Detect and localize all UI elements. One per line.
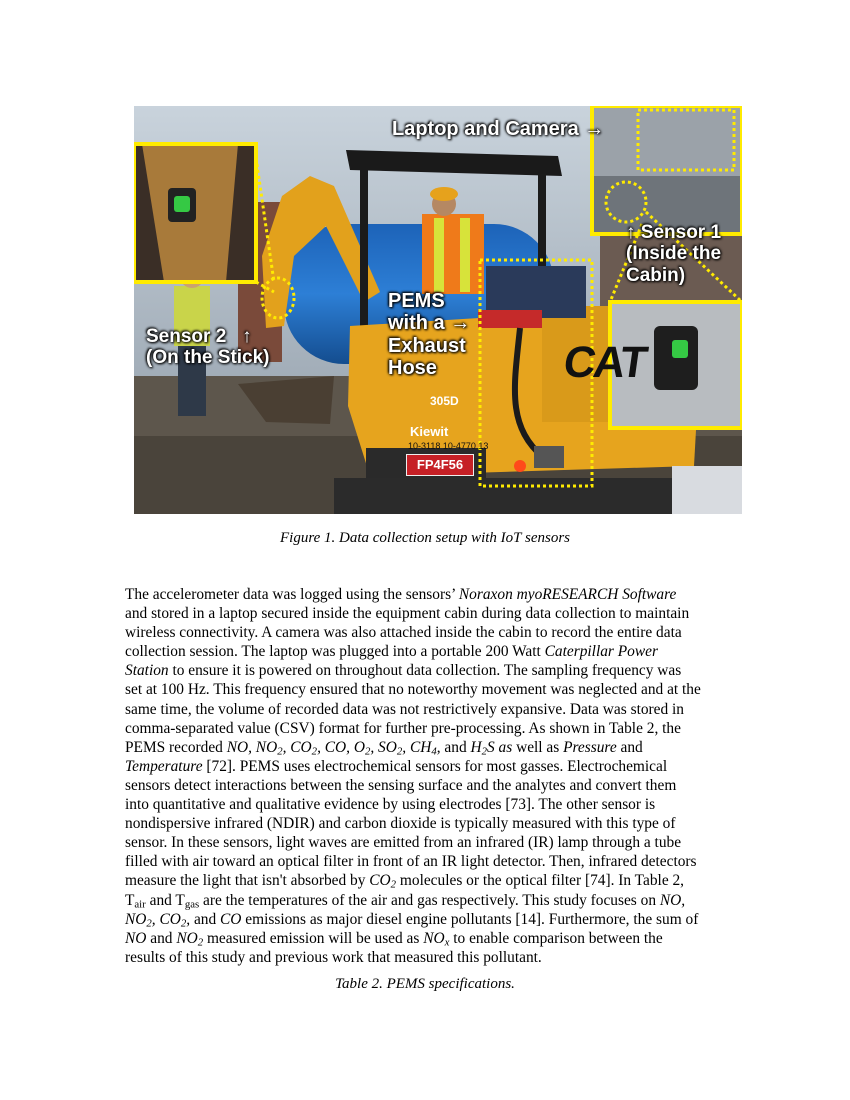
text-run: 2 xyxy=(180,917,187,930)
operator xyxy=(422,214,484,294)
label-sensor-2: Sensor 2 ↑ (On the Stick) xyxy=(146,326,270,369)
text-run: molecules or the optical filter [74]. In Table 2, xyxy=(396,872,685,890)
text-run: to enable comparison between the xyxy=(449,929,663,947)
table-caption: Table 2. PEMS specifications. xyxy=(335,976,515,992)
body-line xyxy=(125,757,759,776)
model-number: 305D xyxy=(430,394,459,408)
label-sensor-1: ↑ Sensor 1 (Inside the Cabin) xyxy=(626,222,722,286)
text-run: S as xyxy=(487,738,513,756)
text-run: NO xyxy=(125,910,147,928)
text-run: 2 xyxy=(481,745,487,758)
body-line xyxy=(125,719,759,738)
text-run: , CO, O xyxy=(317,738,365,756)
text-run: air xyxy=(134,898,146,911)
text-run: H xyxy=(470,738,482,756)
body-line xyxy=(125,604,759,623)
text-run: sensors detect interactions between the sensing surface and the analytes and convert them xyxy=(125,776,677,794)
text-run: CO xyxy=(220,910,242,928)
text-run: NO xyxy=(176,929,198,947)
unit-number: 10-3118 10-4770 13 xyxy=(408,441,489,451)
text-run: wireless connectivity. A camera was also attached inside the cabin to record the entire data xyxy=(125,624,682,642)
body-line xyxy=(125,623,759,642)
body-line xyxy=(125,833,759,852)
text-run: and xyxy=(616,738,643,756)
tracks xyxy=(334,478,714,514)
label-pems: PEMS with a → Exhaust Hose xyxy=(388,290,471,380)
body-line xyxy=(125,891,759,910)
text-run: NO xyxy=(125,929,147,947)
text-run: are the temperatures of the air and gas respectively. This study focuses on xyxy=(199,891,660,909)
text-run: to ensure it is powered on throughout data collection. The sampling frequency was xyxy=(168,662,682,680)
text-run: Noraxon myoRESEARCH Software xyxy=(458,586,677,603)
text-run: results of this study and previous work that measured this pollutant. xyxy=(125,948,542,966)
text-run: NO, xyxy=(659,891,686,909)
inset-laptop-camera xyxy=(592,106,742,234)
body-line xyxy=(125,795,759,814)
body-line xyxy=(125,814,759,833)
body-line xyxy=(125,776,759,795)
text-run: Station xyxy=(125,662,169,680)
text-run: Temperature xyxy=(125,757,203,775)
text-run: , CO xyxy=(151,910,181,928)
text-run: 2 xyxy=(197,936,204,949)
text-run: measure the light that isn't absorbed by xyxy=(125,872,370,890)
text-run: 2 xyxy=(277,745,283,758)
text-run: 2 xyxy=(311,745,318,758)
body-line xyxy=(125,948,759,967)
text-run: , CO xyxy=(282,738,312,756)
text-run: 2 xyxy=(364,745,371,758)
text-run: The accelerometer data was logged using the sensors’ xyxy=(125,586,459,603)
text-run: measured emission will be used as xyxy=(203,929,424,947)
body-line xyxy=(125,680,759,699)
text-run: NO xyxy=(423,929,445,947)
label-laptop-camera: Laptop and Camera → xyxy=(392,118,605,140)
body-line xyxy=(125,929,759,948)
text-run: and xyxy=(190,910,221,928)
text-run: into quantitative and qualitative evidence by using electrodes [73]. The other sensor is xyxy=(125,796,656,814)
text-run: Pressure xyxy=(563,738,617,756)
text-run: comma-separated value (CSV) format for further pre-processing. As shown in Table 2, the xyxy=(125,719,681,737)
text-run: T xyxy=(125,891,135,909)
text-run: set at 100 Hz. This frequency ensured that no noteworthy movement was neglected and at the xyxy=(125,681,701,699)
body-line xyxy=(125,852,759,871)
body-line xyxy=(125,585,759,604)
body-line xyxy=(125,738,759,757)
text-run: PEMS recorded xyxy=(125,738,227,756)
text-run: , CH xyxy=(402,738,432,756)
text-run: NO, NO xyxy=(226,738,278,756)
text-run: , xyxy=(186,910,191,928)
body-line xyxy=(125,700,759,719)
text-run: CO xyxy=(369,872,391,890)
text-run: Caterpillar Power xyxy=(544,643,658,661)
text-run: same time, the volume of recorded data was not restrictively expansive. Data was stored in xyxy=(125,700,685,718)
body-line xyxy=(125,661,759,680)
body-line xyxy=(125,910,759,929)
company-logo: Kiewit xyxy=(410,424,449,439)
text-run: , and xyxy=(436,738,471,756)
text-run: 2 xyxy=(390,879,397,892)
text-run: nondispersive infrared (NDIR) and carbon dioxide is typically measured with this type of xyxy=(125,815,676,833)
text-run: 4 xyxy=(431,745,437,758)
text-run: collection session. The laptop was plugged into a portable 200 Watt xyxy=(125,643,545,661)
text-run: sensor. In these sensors, light waves are emitted from an infrared (IR) lamp through a tube xyxy=(125,834,682,852)
text-run: filled with air toward an optical filter in front of an IR light detector. Then, infrared detectors xyxy=(125,853,697,871)
text-run: , SO xyxy=(370,738,397,756)
figure-photo xyxy=(134,106,742,514)
text-run: x xyxy=(444,936,450,949)
text-run: 2 xyxy=(146,917,152,930)
text-run: [72]. PEMS uses electrochemical sensors for most gasses. Electrochemical xyxy=(202,757,668,775)
text-run: and T xyxy=(145,891,185,909)
text-run: well as xyxy=(512,738,564,756)
text-run: and xyxy=(146,929,177,947)
figure-caption: Figure 1. Data collection setup with IoT sensors xyxy=(280,530,570,546)
text-run: and stored in a laptop secured inside the equipment cabin during data collection to maintain xyxy=(125,605,690,623)
body-line xyxy=(125,871,759,890)
body-line xyxy=(125,642,759,661)
text-run: gas xyxy=(184,898,200,911)
inset-sensor-2 xyxy=(134,144,256,282)
text-run: 2 xyxy=(396,745,403,758)
cat-logo: CAT xyxy=(560,338,649,387)
plate-number: FP4F56 xyxy=(406,454,474,476)
text-run: emissions as major diesel engine pollutants [14]. Furthermore, the sum of xyxy=(241,910,699,928)
body-paragraph xyxy=(125,585,759,967)
